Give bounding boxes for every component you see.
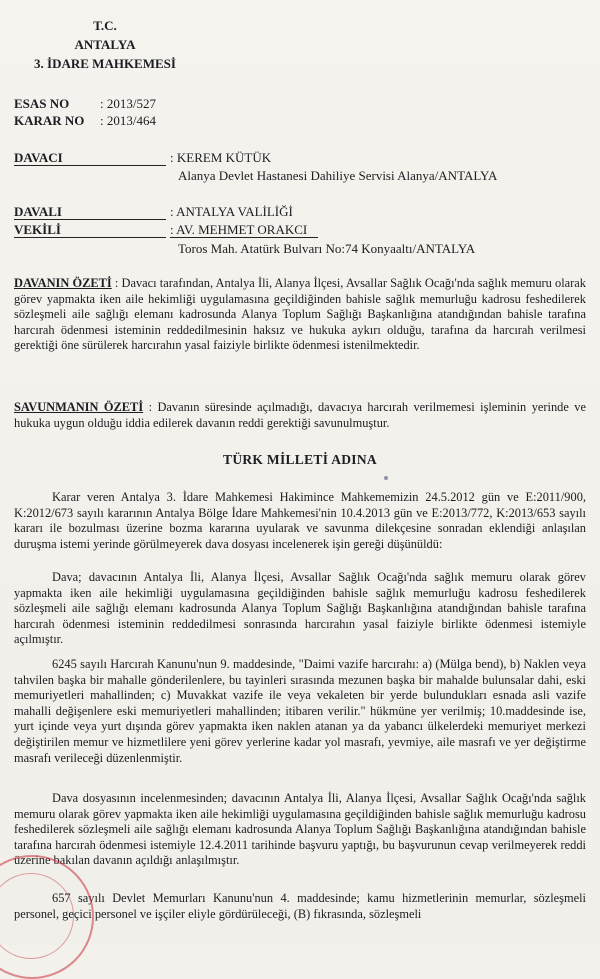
vekili-label: VEKİLİ (14, 222, 61, 237)
header-court: 3. İDARE MAHKEMESİ (34, 56, 176, 71)
karar-label: KARAR NO (14, 113, 85, 128)
ink-speck (384, 476, 388, 480)
davanin-ozeti-title: DAVANIN ÖZETİ (14, 276, 112, 290)
decision-paragraph-2: Dava; davacının Antalya İli, Alanya İlçesi, Avsallar Sağlık Ocağı'nda sağlık memuru olarak görev yapmakta iken aile hekimliği uygulamasına geçildiğinden bahisle sağlık memurluğu kadrosu feshedilerek sözleşmeli aile sağlığı elemanı kadrosunda Alanya Toplum Sağlığı Başkanlığına atandığından bahisle tarafına harcırah ödenmesi isteminin reddedilmesi sonrasında harcırahın yasal faiziyle birlikte ödenmesi istemiyle açılmıştır. (14, 570, 586, 647)
decision-paragraph-5: 657 sayılı Devlet Memurları Kanunu'nun 4. maddesinde; kamu hizmetlerinin memurlar, sözleşmeli personel, geçici personel ve işçiler eliyle gördürüleceği, (B) fıkrasında, sözleşmeli (14, 891, 586, 921)
davaci-address: Alanya Devlet Hastanesi Dahiliye Servisi Alanya/ANTALYA (178, 168, 498, 183)
savunma-ozeti-text: : Davanın süresinde açılmadığı, davacıya harcırah verilmemesi işleminin yerinde ve hukuka uygun olduğu iddia edilerek davanın reddi gerektiği savunulmuştur. (14, 400, 586, 430)
savunma-ozeti-title: SAVUNMANIN ÖZETİ (14, 400, 144, 414)
vekili-name-underline (170, 237, 318, 238)
davaci-label: DAVACI (14, 150, 63, 165)
header-tc: T.C. (93, 18, 117, 33)
davanin-ozeti-text: : Davacı tarafından, Antalya İli, Alanya İlçesi, Avsallar Sağlık Ocağı'nda sağlık memuru olarak görev yapmakta iken aile hekimliği uygulamasına geçildiğinden bahisle sağlık memurluğu kadrosu feshedilerek sözleşmeli aile sağlığı elemanı kadrosunda Alanya Toplum Sağlığı Başkanlığına atandığından bahisle tarafına harcırah ödenmesi isteminin reddedilmesinin haksız ve hukuka aykırı olduğu, tarafına da harcırah verilmesi gerektiği öne sürülerek harcırahın yasal faiziyle birlikte ödenmesi istenilmektedir. (14, 276, 586, 353)
davanin-ozeti (14, 276, 586, 354)
decision-paragraph-4: Dava dosyasının incelenmesinden; davacının Antalya İli, Alanya İlçesi, Avsallar Sağlık Ocağı'nda sağlık memuru olarak görev yapmakta iken aile hekimliği uygulamasına geçildiğinden bahisle sağlık memurluğu kadrosu feshedilerek sözleşmeli aile sağlığı elemanı kadrosunda Alanya Toplum Sağlığı Başkanlığına atandığından bahisle tarafına harcırah ödenmesi istemiyle 12.4.2011 tarihinde başvuru yaptığı, bu başvurunun cevap verilmeyerek reddi üzerine bakılan davanın açıldığı anlaşılmıştır. (14, 791, 586, 868)
decision-paragraph-3: 6245 sayılı Harcırah Kanunu'nun 9. maddesinde, "Daimi vazife harcırahı: a) (Mülga bend), b) Naklen veya tahvilen başka bir mahalle gönderilenlere, bu tayinleri sırasında mezunen başka bir mahalde bulunsalar dahi, eski memuriyetleri mahallinden; c) Muvakkat vazife ile veya vekaleten bir yerde bulundukları esnada asli vazife mahalli değişenlere eski memuriyetleri mahallinden; itibaren verilir." hükmüne yer verilmiş; 10.maddesinde ise, yurt içinde veya yurt dışında görev yapmakta iken naklen atanan ya da yabancı ülkelerdeki memuriyet merkezi değiştirilen memur ve hizmetlilere yeni görev yerlerine kadar yol masrafı, yevmiye, aile masrafı ve yer değiştirme masrafı verileceği düzenlenmiştir. (14, 657, 586, 765)
vekili-name: : AV. MEHMET ORAKCI (170, 222, 308, 237)
header-city: ANTALYA (74, 37, 136, 52)
karar-value: : 2013/464 (100, 113, 156, 128)
esas-label: ESAS NO (14, 96, 70, 111)
davali-label: DAVALI (14, 204, 62, 219)
esas-value: : 2013/527 (100, 96, 156, 111)
davali-name: : ANTALYA VALİLİĞİ (170, 204, 293, 219)
davali-underline (14, 219, 166, 220)
davaci-underline (14, 165, 166, 166)
decision-title: TÜRK MİLLETİ ADINA (223, 452, 377, 467)
davaci-name: : KEREM KÜTÜK (170, 150, 272, 165)
savunma-ozeti (14, 400, 586, 431)
vekili-address: Toros Mah. Atatürk Bulvarı No:74 Konyaaltı/ANTALYA (178, 241, 476, 256)
vekili-underline (14, 237, 166, 238)
decision-paragraph-1: Karar veren Antalya 3. İdare Mahkemesi Hakimince Mahkememizin 24.5.2012 gün ve E:2011/900, K:2012/673 sayılı kararının Antalya Bölge İdare Mahkemesi'nin 10.4.2013 gün ve E:2013/772, K:2013/653 sayılı kararı ile bozulması üzerine bozma kararına uyularak ve savunma dilekçesine sonradan eklendiği anlaşılan duruşma istemi yerinde görülmeyerek dava dosyası incelenerek işin gereği düşünüldü: (14, 490, 586, 551)
